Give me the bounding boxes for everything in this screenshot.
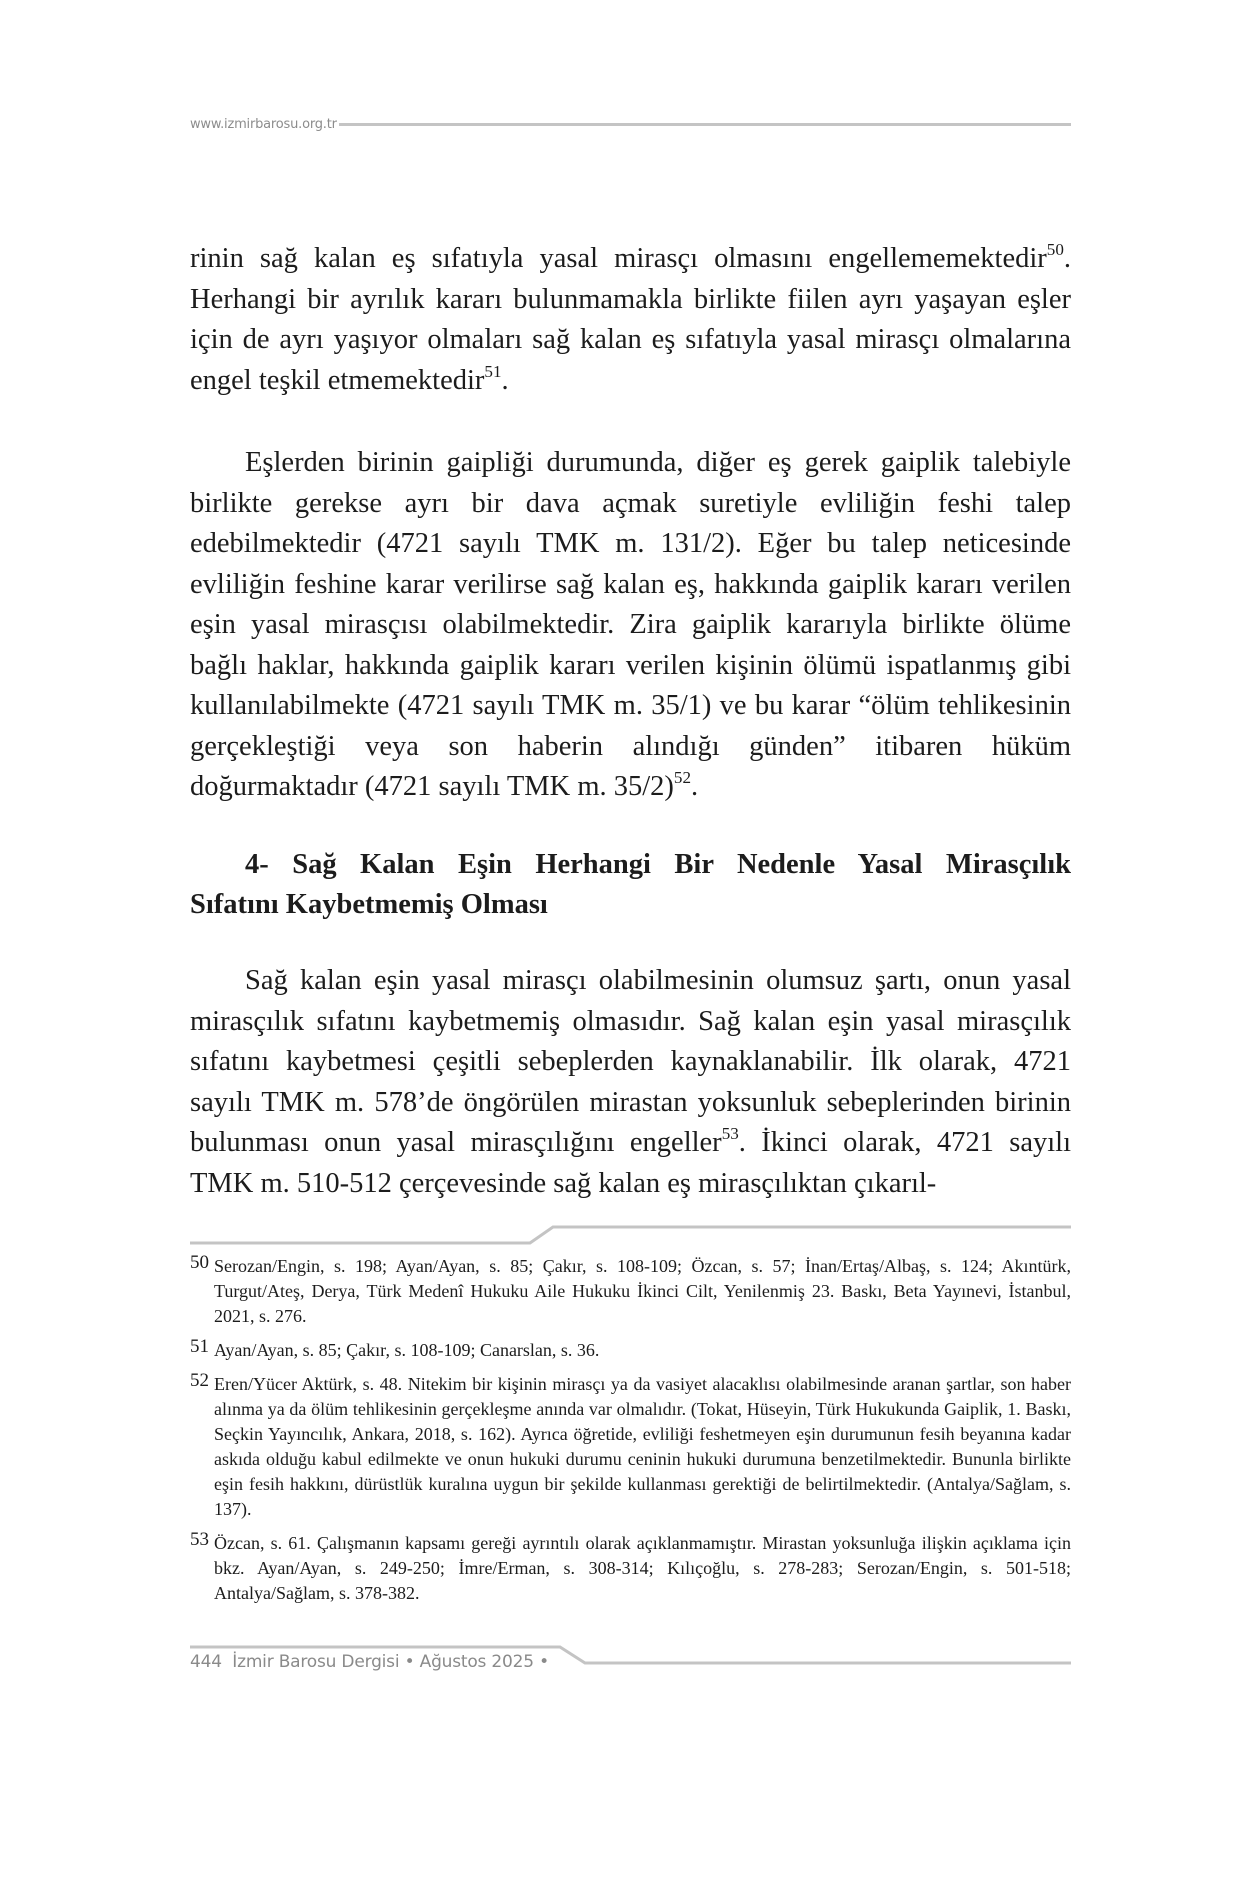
- footnote-text: Özcan, s. 61. Çalışmanın kapsamı gereği ayrıntılı olarak açıklanmamıştır. Mirastan yoksunluğa ilişkin açıklama için bkz. Ayan/Ayan, s. 249-250; İmre/Erman, s. 308-314; Kılıçoğlu, s. 278-283; Serozan/Engin, s. 501-518; Antalya/Sağlam, s. 378-382.: [214, 1533, 1071, 1603]
- footnote-number: 51: [190, 1336, 209, 1357]
- footnote-number: 50: [190, 1252, 209, 1273]
- footnote-ref-50[interactable]: 50: [1046, 240, 1064, 260]
- section-heading-line-1: 4- Sağ Kalan Eşin Herhangi Bir Nedenle Yasal Mirasçılık: [245, 849, 1071, 880]
- page-header: [190, 112, 1071, 136]
- header-url: www.izmirbarosu.org.tr: [190, 116, 337, 132]
- paragraph-text: . Herhangi bir ayrılık kararı bulunmamakla birlikte fiilen ayrı yaşayan eşler için de ayrı yaşıyor olmaları sağ kalan eş sıfatıyla yasal mirasçı olmalarına engel teşkil etmemektedir: [190, 243, 1071, 396]
- footnote-50: [190, 1254, 1071, 1329]
- footnote-number: 53: [190, 1529, 209, 1550]
- paragraph-text: Eşlerden birinin gaipliği durumunda, diğer eş gerek gaiplik talebiyle birlikte gerekse ayrı bir dava açmak suretiyle evliliğin feshi talep edebilmektedir (4721 sayılı TMK m. 131/2). Eğer bu talep neticesinde evliliğin feshine karar verilirse sağ kalan eş, hakkında gaiplik kararı verilen eşin yasal mirasçısı olabilmektedir. Zira gaiplik kararıyla birlikte ölüme bağlı haklar, hakkında gaiplik kararı verilen kişinin ölümü ispatlanmış gibi kullanılabilmekte (4721 sayılı TMK m. 35/1) ve bu karar “ölüm tehlikesinin gerçekleştiği veya son haberin alındığı günden” itibaren hüküm doğurmaktadır (4721 sayılı TMK m. 35/2): [190, 447, 1071, 802]
- journal-name: İzmir Barosu Dergisi: [232, 1652, 400, 1672]
- bullet-separator: •: [539, 1652, 549, 1672]
- footnote-text: Ayan/Ayan, s. 85; Çakır, s. 108-109; Canarslan, s. 36.: [214, 1340, 600, 1360]
- footnote-53: [190, 1531, 1071, 1606]
- paragraph-text: .: [501, 364, 509, 396]
- footnote-52: [190, 1372, 1071, 1522]
- footnote-number: 52: [190, 1370, 209, 1391]
- footnote-separator: [190, 1222, 1071, 1248]
- footnote-text: Eren/Yücer Aktürk, s. 48. Nitekim bir kişinin mirasçı ya da vasiyet alacaklısı olabilmesinde aranan şartlar, son haber alınma ya da ölüm tehlikesinin gerçekleşme anında var olmalıdır. (Tokat, Hüseyin, Türk Hukukunda Gaiplik, 1. Baskı, Seçkin Yayıncılık, Ankara, 2018, s. 162). Ayrıca öğretide, evliliği feshetmeyen eşin durumunun fesih beyanına kadar askıda olduğu kabul edilmekte ve onun hukuki durumu ceninin hukuki durumuna benzetilmektedir. Bununla birlikte eşin fesih hakkını, dürüstlük kuralına uygun bir şekilde kullanması gerektiği de belirtilmektedir. (Antalya/Sağlam, s. 137).: [214, 1374, 1071, 1519]
- section-heading-line-2: Sıfatını Kaybetmemiş Olması: [190, 889, 548, 920]
- paragraph-text: rinin sağ kalan eş sıfatıyla yasal mirasçı olmasını engellememektedir: [190, 243, 1047, 274]
- paragraph-text: .: [691, 771, 699, 802]
- header-rule: [339, 123, 1071, 126]
- footer-text: [190, 1652, 549, 1672]
- issue-date: Ağustos 2025: [419, 1652, 534, 1672]
- footnote-ref-51[interactable]: 51: [484, 361, 502, 381]
- paragraph-text: . İkinci olarak, 4721 sayılı TMK m. 510-512 çerçevesinde sağ kalan eş mirasçılıktan çıkarıl-: [190, 1127, 1072, 1199]
- page-footer: [190, 1642, 1071, 1682]
- footnotes: [190, 1254, 1071, 1615]
- section-heading: [190, 845, 1071, 925]
- paragraph-1: [190, 239, 1071, 401]
- footnote-ref-52[interactable]: 52: [673, 768, 692, 788]
- footnote-51: [190, 1338, 1071, 1363]
- paragraph-text: Sağ kalan eşin yasal mirasçı olabilmesinin olumsuz şartı, onun yasal mirasçılık sıfatını kaybetmemiş olmasıdır. Sağ kalan eşin yasal mirasçılık sıfatını kaybetmesi çeşitli sebeplerden kaynaklanabilir. İlk olarak, 4721 sayılı TMK m. 578’de öngörülen mirastan yoksunluk sebeplerinden birinin bulunması onun yasal mirasçılığını engeller: [190, 965, 1071, 1158]
- bullet-separator: •: [404, 1652, 415, 1672]
- footnote-ref-53[interactable]: 53: [721, 1124, 739, 1144]
- paragraph-3: [190, 961, 1071, 1204]
- page-number: 444: [190, 1652, 222, 1672]
- paragraph-2: [190, 443, 1071, 808]
- footnote-text: Serozan/Engin, s. 198; Ayan/Ayan, s. 85; Çakır, s. 108-109; Özcan, s. 57; İnan/Ertaş/Albaş, s. 124; Akıntürk, Turgut/Ateş, Derya, Türk Medenî Hukuku Aile Hukuku İkinci Cilt, Yenilenmiş 23. Baskı, Beta Yayınevi, İstanbul, 2021, s. 276.: [214, 1256, 1071, 1326]
